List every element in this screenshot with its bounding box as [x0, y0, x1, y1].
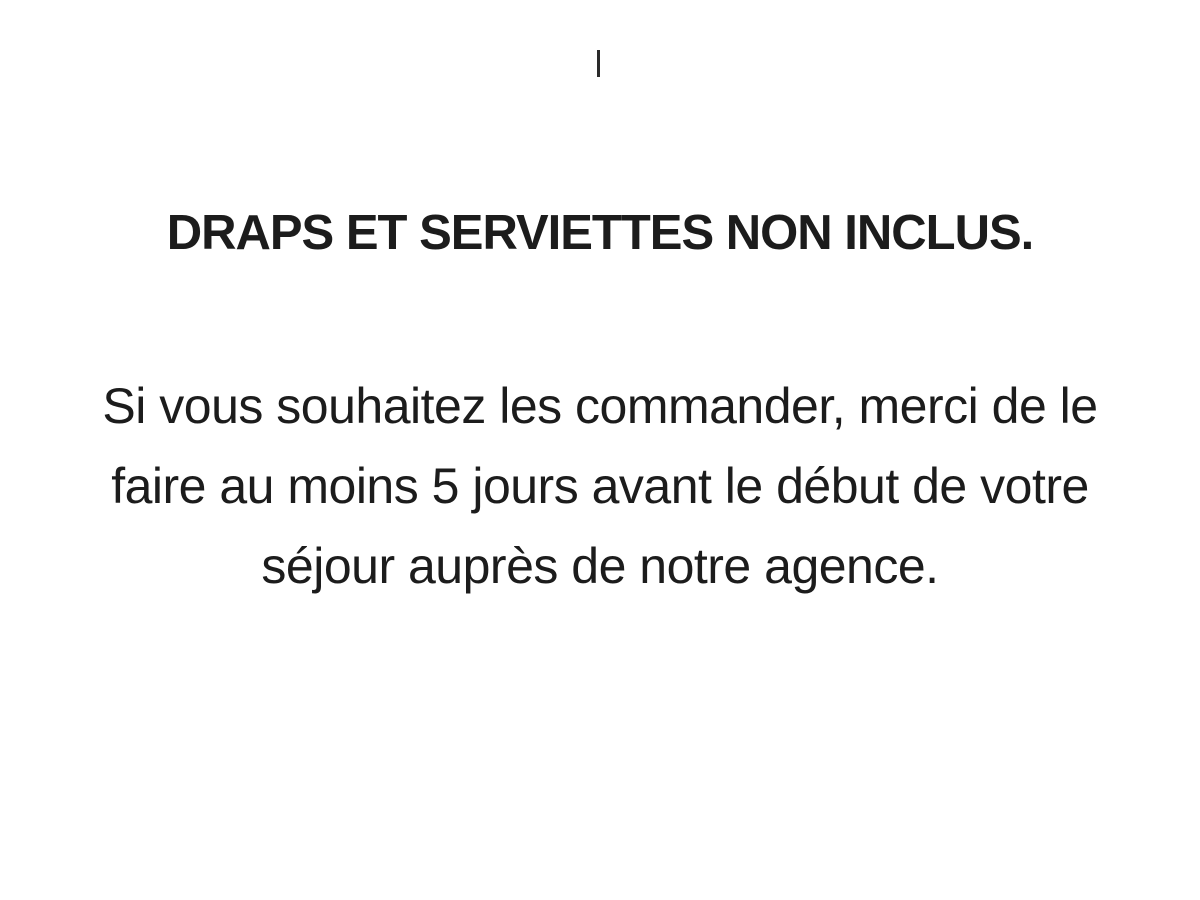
notice-body-line: Si vous souhaitez les commander, merci de le: [102, 378, 1098, 434]
notice-body-line: séjour auprès de notre agence.: [261, 538, 939, 594]
notice-heading: DRAPS ET SERVIETTES NON INCLUS.: [166, 206, 1034, 260]
text-cursor-icon: [597, 50, 600, 77]
notice-body-line: faire au moins 5 jours avant le début de votre: [111, 458, 1089, 514]
notice-body: [0, 366, 1200, 606]
